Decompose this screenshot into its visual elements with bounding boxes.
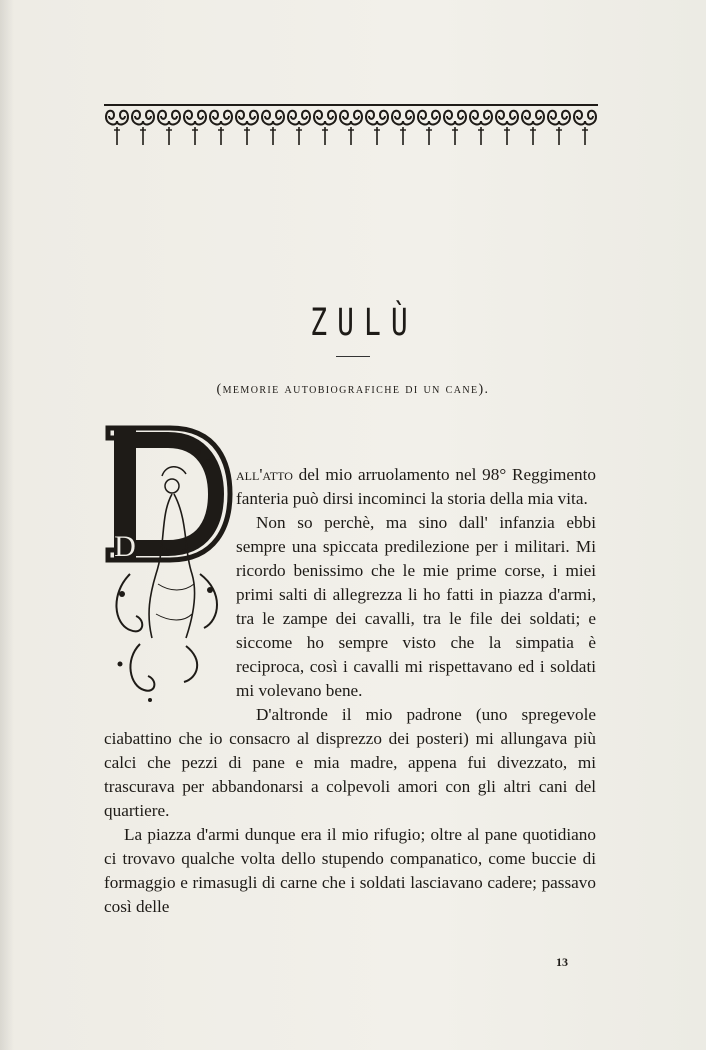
ornament-scroll-motif: [418, 111, 440, 125]
paragraph-1-text: del mio arruolamento nel 98° Reggimento fanteria può dirsi incominci la storia della mia vita.: [236, 465, 596, 508]
ornament-scroll-motif: [158, 111, 180, 125]
drop-cap-letter: D: [114, 530, 136, 563]
paragraph-2: Non so perchè, ma sino dall' infanzia ebbi sempre una spiccata predilezione per i militari. Mi ricordo benissimo che le mie prime corse, i miei primi salti di allegrezza li ho fatti in piazza d'armi, tra le zampe dei cavalli, tra le file dei soldati; e siccome ho sempre visto che la simpatia è reciproca, così i cavalli mi rispettavano ed i soldati mi volevano bene.: [236, 513, 596, 700]
ornament-scroll-motif: [132, 111, 154, 125]
paragraph-1-lead: all'atto: [236, 465, 293, 484]
header-ornament-border: [104, 103, 598, 149]
ornament-scroll-motif: [522, 111, 544, 125]
ornament-scroll-motif: [496, 111, 518, 125]
chapter-subtitle: (memorie autobiografiche di un cane).: [216, 382, 490, 397]
ornament-scroll-motif: [444, 111, 466, 125]
paragraph-3: D'altronde il mio padrone (uno spregevole ciabattino che io consacro al disprezzo dei posteri) mi allungava più calci che pezzi di pane e mia madre, appena fui divezzato, mi trascurava per abbandonarsi a colpevoli amori con gli altri cani del quartiere.: [104, 705, 596, 820]
ornament-scroll-motif: [288, 111, 310, 125]
ornament-scroll-motif: [262, 111, 284, 125]
ornament-scroll-motif: [106, 111, 128, 125]
chapter-title: ZULÙ: [310, 300, 418, 345]
ornament-scroll-motif: [236, 111, 258, 125]
ornament-scroll-motif: [340, 111, 362, 125]
page-number: 13: [556, 955, 568, 969]
ornament-scroll-motif: [548, 111, 570, 125]
ornament-scroll-motif: [392, 111, 414, 125]
ornament-scroll-motif: [574, 111, 596, 125]
ornament-top-line: [104, 104, 598, 106]
ornament-scroll-motif: [470, 111, 492, 125]
ornament-scroll-motif: [366, 111, 388, 125]
ornament-scroll-motif: [184, 111, 206, 125]
ornament-scroll-motif: [314, 111, 336, 125]
paragraph-4: La piazza d'armi dunque era il mio rifugio; oltre al pane quotidiano ci trovavo qualche volta dello stupendo companatico, come buccie di formaggio e rimasugli di carne che i soldati lasciavano cadere; passavo così delle: [104, 825, 596, 916]
body-text: [104, 463, 596, 919]
title-divider: [336, 356, 370, 357]
ornament-scroll-motif: [210, 111, 232, 125]
